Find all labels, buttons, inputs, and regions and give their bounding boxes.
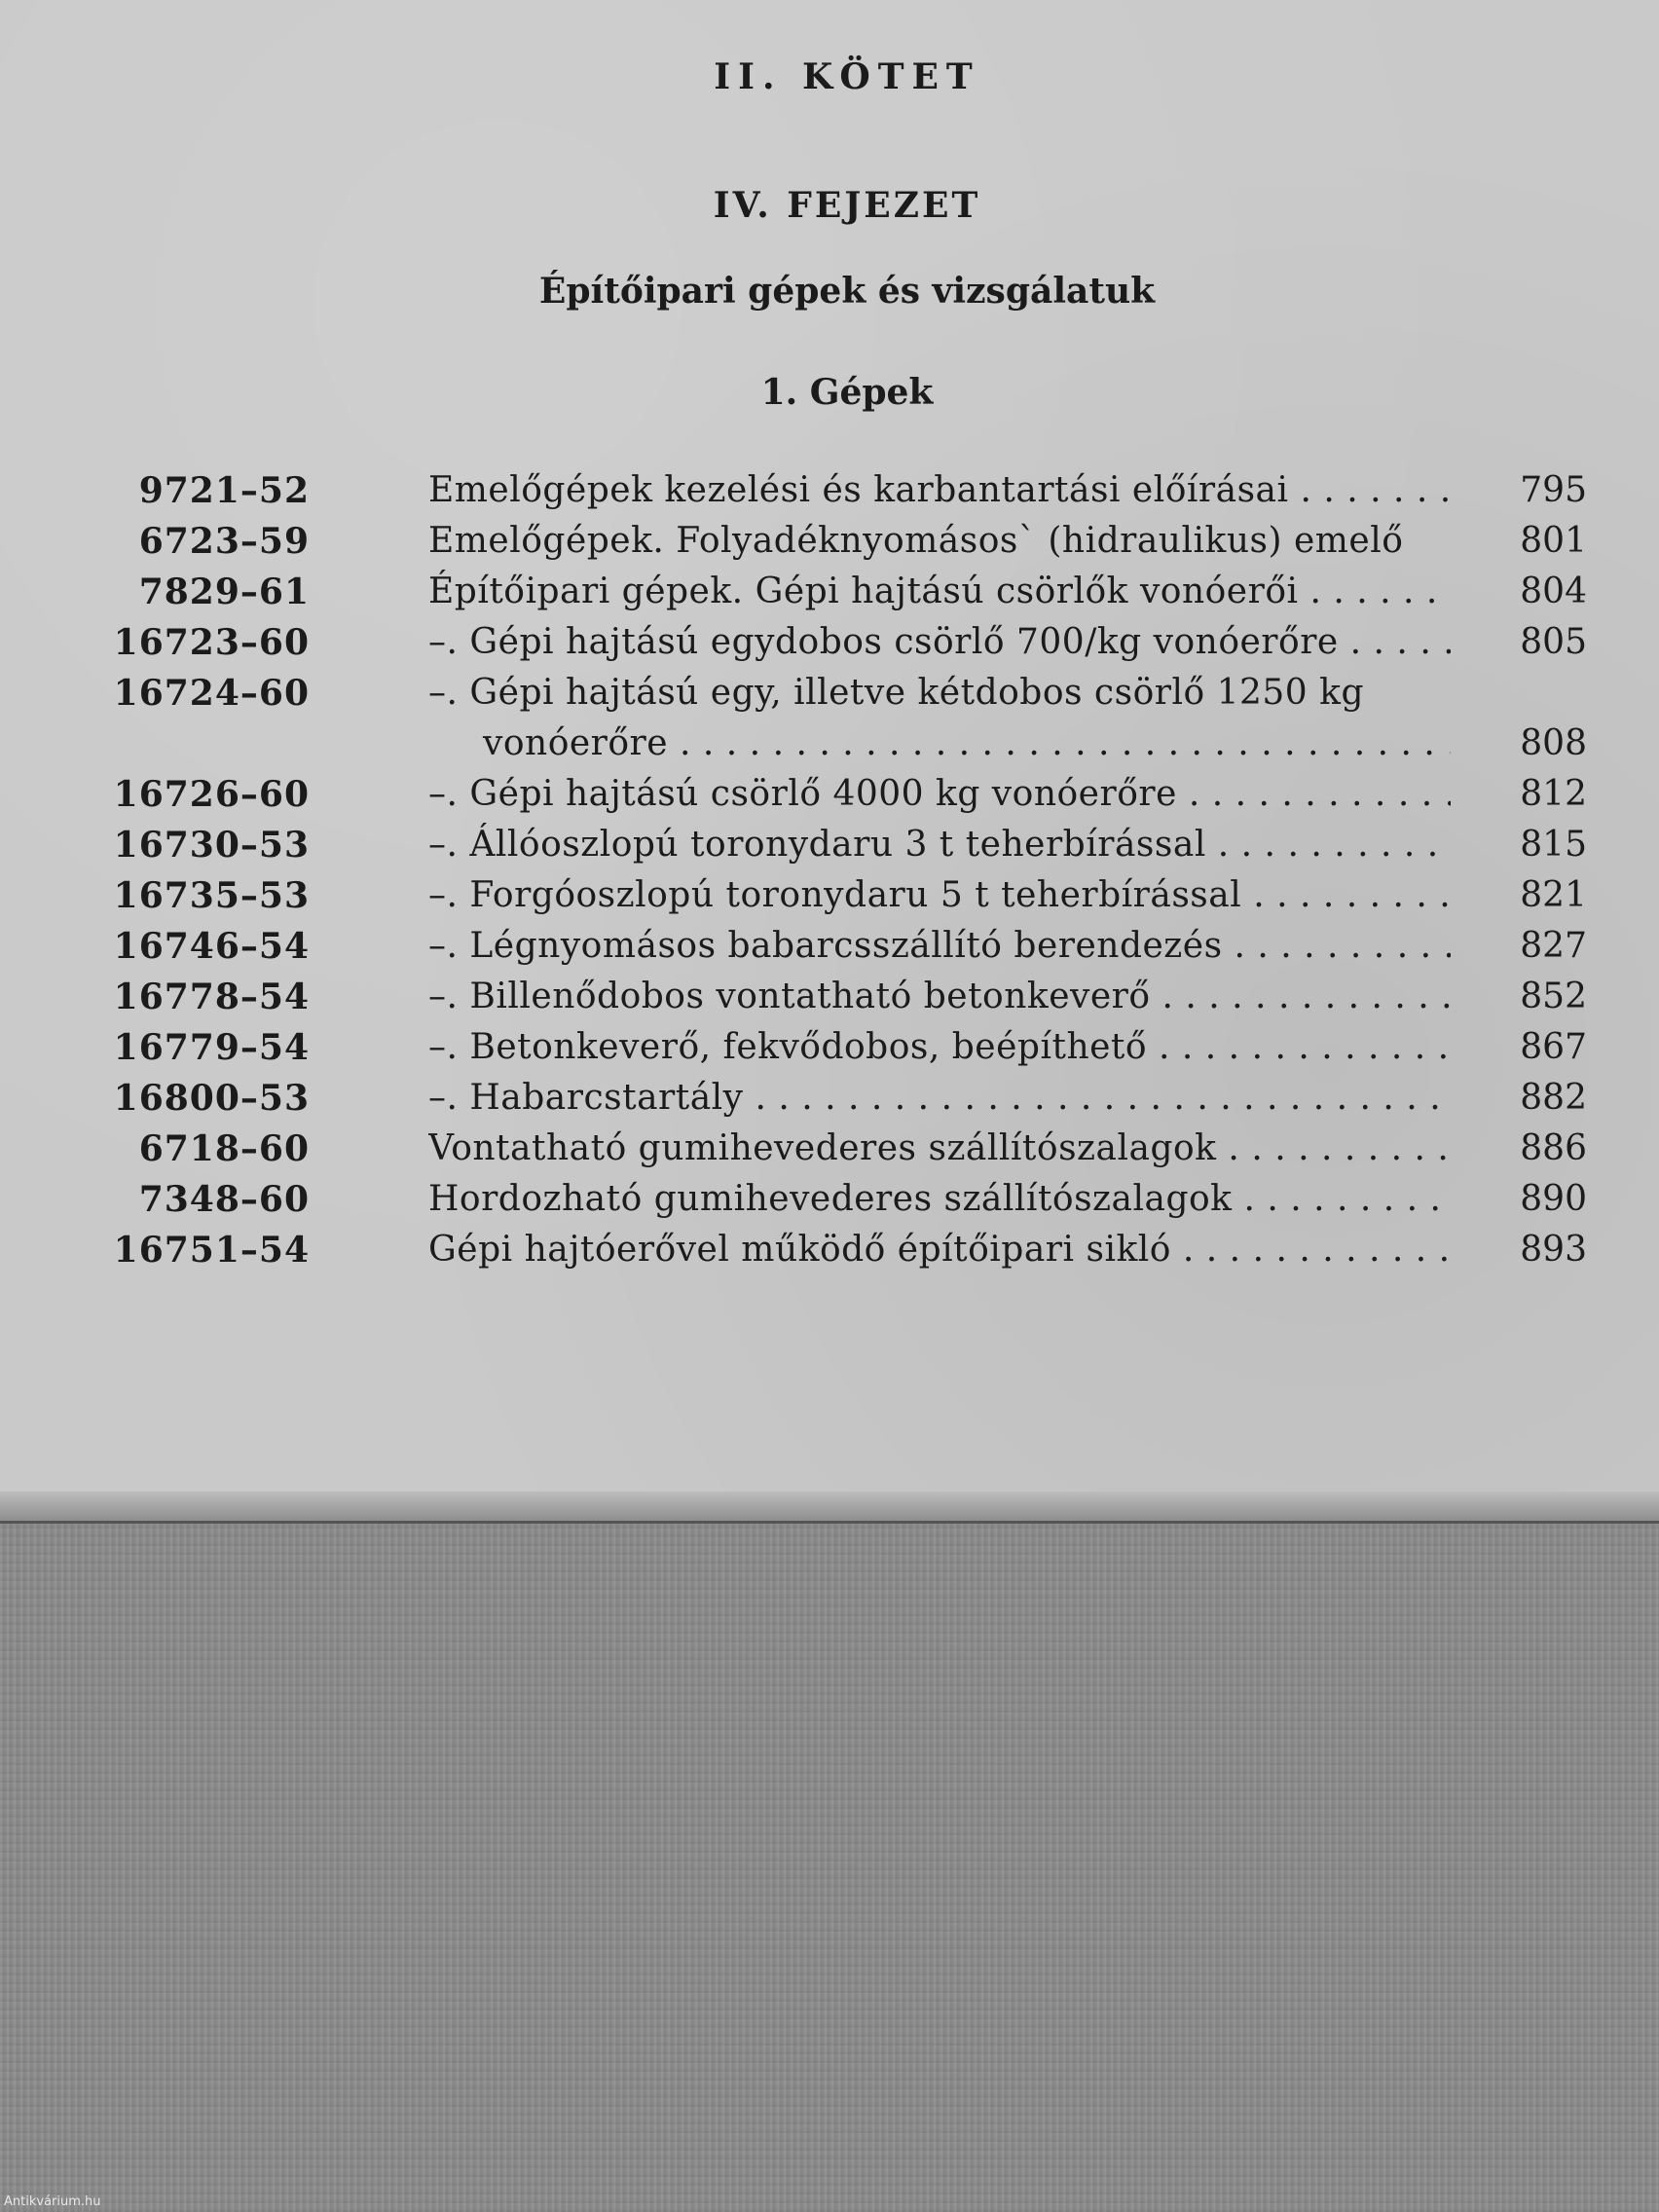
entry-title: –. Forgóoszlopú toronydaru 5 t teherbírással . . . (428, 870, 1451, 921)
page-number: 805 (1520, 622, 1587, 662)
toc-row (107, 1174, 1587, 1225)
toc-row (107, 972, 1587, 1022)
page-number: 808 (1520, 723, 1587, 763)
standard-code: 16723–60 (113, 622, 310, 663)
entry-title: Gépi hajtóerővel működő építőipari sikló . . . (428, 1225, 1451, 1275)
entry-title: –. Betonkeverő, fekvődobos, beépíthető . . . (428, 1022, 1451, 1073)
standard-code: 16800–53 (113, 1078, 310, 1119)
page-number: 867 (1520, 1027, 1587, 1067)
toc-row (107, 617, 1587, 668)
section-heading: 1. Gépek (760, 372, 934, 413)
page-number: 801 (1520, 521, 1587, 561)
volume-heading: II. KÖTET (714, 56, 980, 97)
toc-row (107, 1124, 1587, 1174)
entry-title: –. Gépi hajtású egydobos csörlő 700/kg vonóerőre . . . (428, 617, 1451, 668)
toc-row (107, 1073, 1587, 1124)
standard-code: 9721–52 (138, 470, 310, 511)
standard-code: 16726–60 (113, 774, 310, 815)
page-number: 804 (1520, 571, 1587, 611)
page-number: 812 (1520, 774, 1587, 814)
standard-code: 16751–54 (113, 1230, 310, 1271)
standard-code: 16735–53 (113, 875, 310, 916)
chapter-title: Építőipari gépek és vizsgálatuk (538, 271, 1156, 312)
standard-code: 16730–53 (113, 825, 310, 866)
entry-title: –. Légnyomásos babarcsszállító berendezés . . . (428, 921, 1451, 972)
standard-code: 16724–60 (113, 673, 310, 714)
standard-code: 16779–54 (113, 1027, 310, 1068)
toc-row (107, 769, 1587, 820)
entry-title: Vontatható gumihevederes szállítószalagok . . . (428, 1124, 1451, 1174)
page-number: 893 (1520, 1230, 1587, 1270)
entry-title: –. Gépi hajtású csörlő 4000 kg vonóerőre . . . (428, 769, 1451, 820)
entry-title: –. Billenődobos vontatható betonkeverő . . . (428, 972, 1451, 1022)
page-number: 886 (1520, 1128, 1587, 1168)
toc-row (107, 870, 1587, 921)
page-number: 852 (1520, 977, 1587, 1016)
entry-title: Emelőgépek kezelési és karbantartási előírásai . . . (428, 465, 1451, 516)
entry-title: –. Habarcstartály . . . (428, 1073, 1451, 1124)
standard-code: 7829–61 (138, 571, 310, 612)
book-cover (0, 1524, 1659, 2212)
toc-row (107, 1022, 1587, 1073)
standard-code: 7348–60 (138, 1179, 310, 1220)
page-number: 795 (1520, 470, 1587, 510)
entry-title: Építőipari gépek. Gépi hajtású csörlők vonóerői . . . (428, 567, 1451, 617)
toc-row (107, 567, 1587, 617)
chapter-heading: IV. FEJEZET (713, 185, 981, 226)
page-number: 827 (1520, 926, 1587, 966)
page-bottom-edge (0, 1492, 1659, 1524)
toc-row (107, 1225, 1587, 1275)
standard-code: 16778–54 (113, 977, 310, 1017)
page-number: 821 (1520, 875, 1587, 915)
standard-code: 6718–60 (138, 1128, 310, 1169)
entry-title (428, 668, 1451, 769)
standard-code: 6723–59 (138, 521, 310, 562)
page-number: 890 (1520, 1179, 1587, 1219)
toc-row (107, 668, 1587, 769)
table-of-contents (107, 465, 1587, 1275)
toc-row (107, 820, 1587, 870)
entry-title-line-2: vonóerőre . . . (428, 719, 1451, 769)
page-number: 815 (1520, 825, 1587, 865)
entry-title-line-1: –. Gépi hajtású egy, illetve kétdobos csörlő 1250 kg (428, 673, 1364, 713)
entry-title: –. Állóoszlopú toronydaru 3 t teherbírással . . . (428, 820, 1451, 870)
page-number: 882 (1520, 1078, 1587, 1118)
watermark: Antikvárium.hu (4, 2194, 101, 2209)
toc-row (107, 921, 1587, 972)
toc-row (107, 516, 1587, 567)
toc-row (107, 465, 1587, 516)
entry-title: Hordozható gumihevederes szállítószalagok . . . (428, 1174, 1451, 1225)
standard-code: 16746–54 (113, 926, 310, 967)
entry-title: Emelőgépek. Folyadéknyomásos` (hidraulikus) emelő (428, 521, 1404, 561)
